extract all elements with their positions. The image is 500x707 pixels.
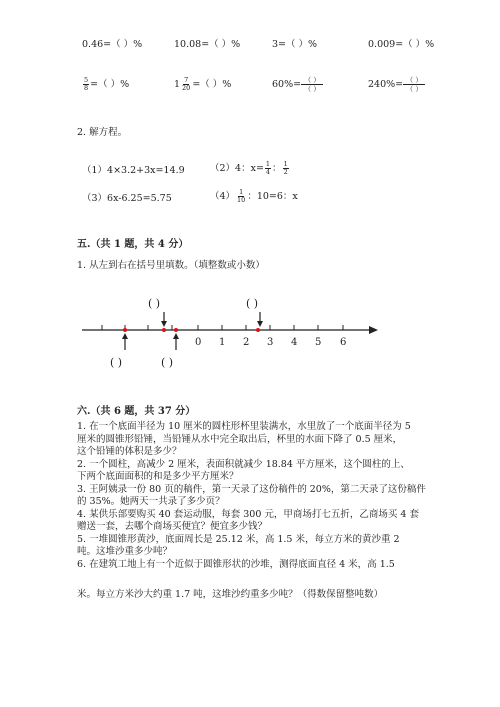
equation-1: （1）4×3.2+3x=14.9 bbox=[82, 165, 185, 176]
paragraph-line: 这个铅锤的体积是多少？ bbox=[77, 446, 182, 457]
section-5-title: 五.（共 1 题，共 4 分） bbox=[77, 239, 189, 250]
paragraph-line: 赠送一套，去哪个商场买便宜？便宜多少钱？ bbox=[77, 521, 268, 532]
down-arrowhead-1 bbox=[161, 321, 167, 327]
equation-4: （4） $\frac{1}{10}$ ：10=6：x bbox=[210, 188, 298, 204]
down-arrowhead-2 bbox=[257, 321, 263, 327]
section-6-body bbox=[77, 421, 426, 571]
tick-label-4: 4 bbox=[291, 337, 298, 348]
red-point-1 bbox=[123, 328, 127, 332]
answer-blank-bottom-2: ( ) bbox=[161, 356, 174, 369]
up-arrowhead-1 bbox=[122, 333, 128, 339]
row2-item-4: 240%= $\frac{( )}{( )}$ bbox=[368, 76, 425, 93]
up-arrowhead-2 bbox=[173, 333, 179, 339]
paragraph-line: 5. 一堆圆锥形黄沙，底面周长是 25.12 米，高 1.5 米，每立方米的黄沙重 2 bbox=[77, 533, 400, 545]
section-6-title: 六.（共 6 题，共 37 分） bbox=[77, 406, 196, 417]
paragraph-line: 4. 某供乐部要购买 40 套运动服，每套 300 元，甲商场打七五折，乙商场买 4 套 bbox=[77, 508, 419, 520]
answer-blank-top-1: ( ) bbox=[148, 297, 161, 310]
row2-item-1: $\frac{5}{8}$ =（ ）% bbox=[84, 76, 130, 92]
paragraph-line: 厘米的圆锥形铅锤，当铅锤从水中完全取出后，杯里的水面下降了 0.5 厘米， bbox=[77, 433, 403, 445]
row1-item-4: 0.009=（ ）% bbox=[368, 39, 435, 50]
paragraph-line: 6. 在建筑工地上有一个近似于圆锥形状的沙堆，测得底面直径 4 米，高 1.5 bbox=[77, 558, 395, 570]
row1-item-3: 3=（ ）% bbox=[272, 39, 318, 50]
row2-item-3: 60%= $\frac{( )}{( )}$ bbox=[272, 76, 323, 93]
tick-label-0: 0 bbox=[195, 337, 202, 348]
tick-label-2: 2 bbox=[243, 337, 250, 348]
paragraph-last-line: 米。每立方米沙大约重 1.7 吨，这堆沙约重多少吨？（得数保留整吨数） bbox=[77, 589, 384, 600]
tick-label-6: 6 bbox=[340, 337, 347, 348]
tick-label-3: 3 bbox=[267, 337, 274, 348]
answer-blank-top-2: ( ) bbox=[246, 297, 259, 310]
paragraph-line: 1. 在一个底面半径为 10 厘米的圆柱形杯里装满水，水里放了一个底面半径为 5 bbox=[77, 421, 411, 432]
paragraph-line: 吨。这堆沙重多少吨？ bbox=[77, 546, 173, 557]
tick-label-1: 1 bbox=[219, 337, 226, 348]
red-point-4 bbox=[256, 328, 260, 332]
paragraph-line: 3. 王阿姨录一份 80 页的稿件，第一天录了这份稿件的 20%，第二天录了这份稿件 bbox=[77, 483, 426, 495]
equation-3: （3）6x-6.25=5.75 bbox=[82, 193, 172, 204]
number-line-figure bbox=[0, 290, 500, 380]
question-2-title: 2. 解方程。 bbox=[77, 127, 128, 138]
number-line-ticks bbox=[102, 325, 343, 330]
tick-label-5: 5 bbox=[315, 337, 322, 348]
row2-item-2: 1 $\frac{7}{20}$ =（ ）% bbox=[174, 76, 232, 92]
number-line-arrowhead bbox=[369, 326, 378, 334]
equation-2: （2）4：x= $\frac{1}{4}$ ： $\frac{1}{2}$ bbox=[210, 160, 288, 176]
section-5-question-1: 1. 从左到右在括号里填数。（填整数或小数） bbox=[77, 260, 265, 271]
paragraph-line: 下两个底面面积的和是多少平方厘米？ bbox=[77, 471, 239, 482]
paragraph-line: 2. 一个圆柱，高减少 2 厘米，表面积就减少 18.84 平方厘米，这个圆柱的上、 bbox=[77, 458, 410, 470]
paragraph-line: 的 35%。她两天一共录了多少页？ bbox=[77, 496, 225, 507]
red-point-2 bbox=[162, 328, 166, 332]
red-point-3 bbox=[174, 328, 178, 332]
row1-item-1: 0.46=（ ）% bbox=[82, 39, 143, 50]
row1-item-2: 10.08=（ ）% bbox=[174, 39, 241, 50]
answer-blank-bottom-1: ( ) bbox=[110, 356, 123, 369]
